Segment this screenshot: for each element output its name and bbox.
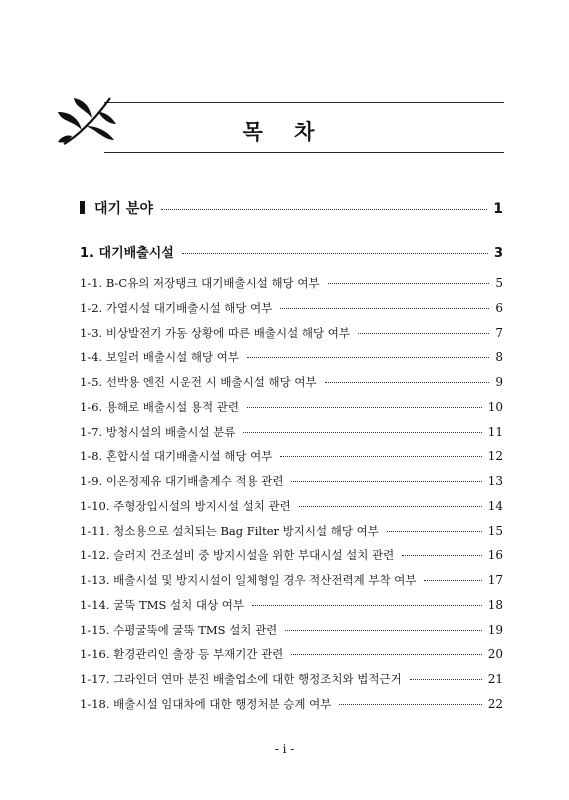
leader-dots	[280, 456, 481, 457]
toc-item-page-number: 18	[487, 597, 503, 612]
toc-item-label: 1-8. 혼합시설 대기배출시설 해당 여부	[80, 449, 273, 464]
toc-item-label: 1-12. 슬러지 건조설비 중 방지시설을 위한 부대시설 설치 관련	[80, 548, 395, 563]
section-page-number: 1	[493, 201, 503, 217]
toc-item-row[interactable]	[80, 597, 503, 613]
toc-item-label: 1-6. 용해로 배출시설 용적 관련	[80, 399, 239, 414]
leader-dots	[280, 308, 489, 309]
leader-dots	[161, 209, 487, 210]
toc-item-page-number: 22	[487, 696, 503, 711]
leader-dots	[291, 481, 481, 482]
subsection-page-number: 3	[493, 246, 503, 261]
toc-item-page-number: 16	[487, 548, 503, 563]
toc-item-label: 1-16. 환경관리인 출장 등 부재기간 관련	[80, 647, 284, 662]
toc-item-label: 1-9. 이온정제유 대기배출계수 적용 관련	[80, 474, 284, 488]
toc-item-row[interactable]	[80, 473, 503, 489]
toc-item-label: 1-4. 보일러 배출시설 해당 여부	[80, 350, 239, 365]
toc-item-label: 1-5. 선박용 엔진 시운전 시 배출시설 해당 여부	[80, 375, 317, 389]
toc-item-row[interactable]	[80, 349, 503, 365]
toc-item-row[interactable]	[80, 523, 503, 539]
toc-item-row[interactable]	[80, 275, 503, 291]
toc-item-page-number: 10	[487, 399, 503, 414]
toc-item-label: 1-15. 수평굴뚝에 굴뚝 TMS 설치 관련	[80, 622, 278, 637]
toc-item-page-number: 8	[495, 350, 503, 365]
toc-item-label: 1-1. B-C유의 저장탱크 대기배출시설 해당 여부	[80, 276, 320, 290]
section-label: 대기 분야	[80, 198, 153, 218]
toc-item-page-number: 19	[487, 622, 503, 637]
leader-dots	[402, 555, 481, 556]
toc-item-page-number: 6	[495, 300, 503, 315]
leader-dots	[328, 283, 490, 284]
toc-item-row[interactable]	[80, 448, 503, 464]
toc-item-label: 1-10. 주형장입시설의 방지시설 설치 관련	[80, 498, 291, 513]
page-footer: - i -	[274, 742, 295, 756]
page-title: 목 차	[242, 120, 327, 144]
toc-item-page-number: 17	[487, 573, 503, 587]
toc-item-page-number: 9	[495, 375, 503, 389]
leader-dots	[247, 407, 482, 408]
toc-item-page-number: 5	[495, 276, 503, 290]
toc-item-label: 1-2. 가열시설 대기배출시설 해당 여부	[80, 300, 273, 315]
leader-dots	[291, 654, 481, 655]
toc-subsection-row[interactable]	[80, 242, 503, 261]
leader-dots	[387, 531, 482, 532]
toc-item-page-number: 21	[487, 672, 503, 686]
toc-item-row[interactable]	[80, 572, 503, 588]
toc-item-label: 1-13. 배출시설 및 방지시설이 일체형일 경우 적산전력계 부착 여부	[80, 573, 417, 587]
leader-dots	[243, 432, 481, 433]
toc-section-row[interactable]	[80, 198, 503, 218]
toc-item-row[interactable]	[80, 374, 503, 390]
header-rule-top	[104, 102, 504, 103]
toc-item-row[interactable]	[80, 696, 503, 712]
toc-item-label: 1-17. 그라인더 연마 분진 배출업소에 대한 행정조치와 법적근거	[80, 672, 402, 686]
section-marker-icon	[80, 201, 85, 214]
toc-item-row[interactable]	[80, 300, 503, 316]
toc-item-label: 1-3. 비상발전기 가동 상황에 따른 배출시설 해당 여부	[80, 325, 350, 340]
toc-item-page-number: 13	[487, 474, 503, 488]
leader-dots	[285, 630, 481, 631]
toc-item-row[interactable]	[80, 424, 503, 440]
toc-item-label: 1-18. 배출시설 임대차에 대한 행정처분 승계 여부	[80, 696, 332, 711]
leader-dots	[410, 679, 482, 680]
leader-dots	[299, 506, 482, 507]
toc-item-page-number: 14	[487, 498, 503, 513]
toc-item-row[interactable]	[80, 547, 503, 563]
toc-item-page-number: 11	[487, 424, 503, 439]
toc-item-label: 1-11. 청소용으로 설치되는 Bag Filter 방지시설 해당 여부	[80, 523, 379, 538]
leader-dots	[252, 605, 482, 606]
toc-item-row[interactable]	[80, 646, 503, 662]
leader-dots	[325, 382, 490, 383]
header-rule-bottom	[104, 152, 504, 153]
toc-item-label: 1-14. 굴뚝 TMS 설치 대상 여부	[80, 597, 244, 612]
toc-item-row[interactable]	[80, 622, 503, 638]
leader-dots	[339, 704, 481, 705]
leader-dots	[182, 253, 488, 254]
toc-item-page-number: 7	[495, 325, 503, 340]
leader-dots	[358, 333, 489, 334]
toc-item-label: 1-7. 방청시설의 배출시설 분류	[80, 424, 236, 439]
toc-item-row[interactable]	[80, 399, 503, 415]
toc-item-page-number: 20	[487, 647, 503, 662]
subsection-label: 1. 대기배출시설	[80, 246, 174, 261]
toc-item-page-number: 12	[487, 449, 503, 464]
toc-item-row[interactable]	[80, 498, 503, 514]
leader-dots	[247, 357, 489, 358]
toc-item-row[interactable]	[80, 671, 503, 687]
toc-item-row[interactable]	[80, 325, 503, 341]
leader-dots	[424, 580, 481, 581]
toc-item-page-number: 15	[487, 523, 503, 538]
